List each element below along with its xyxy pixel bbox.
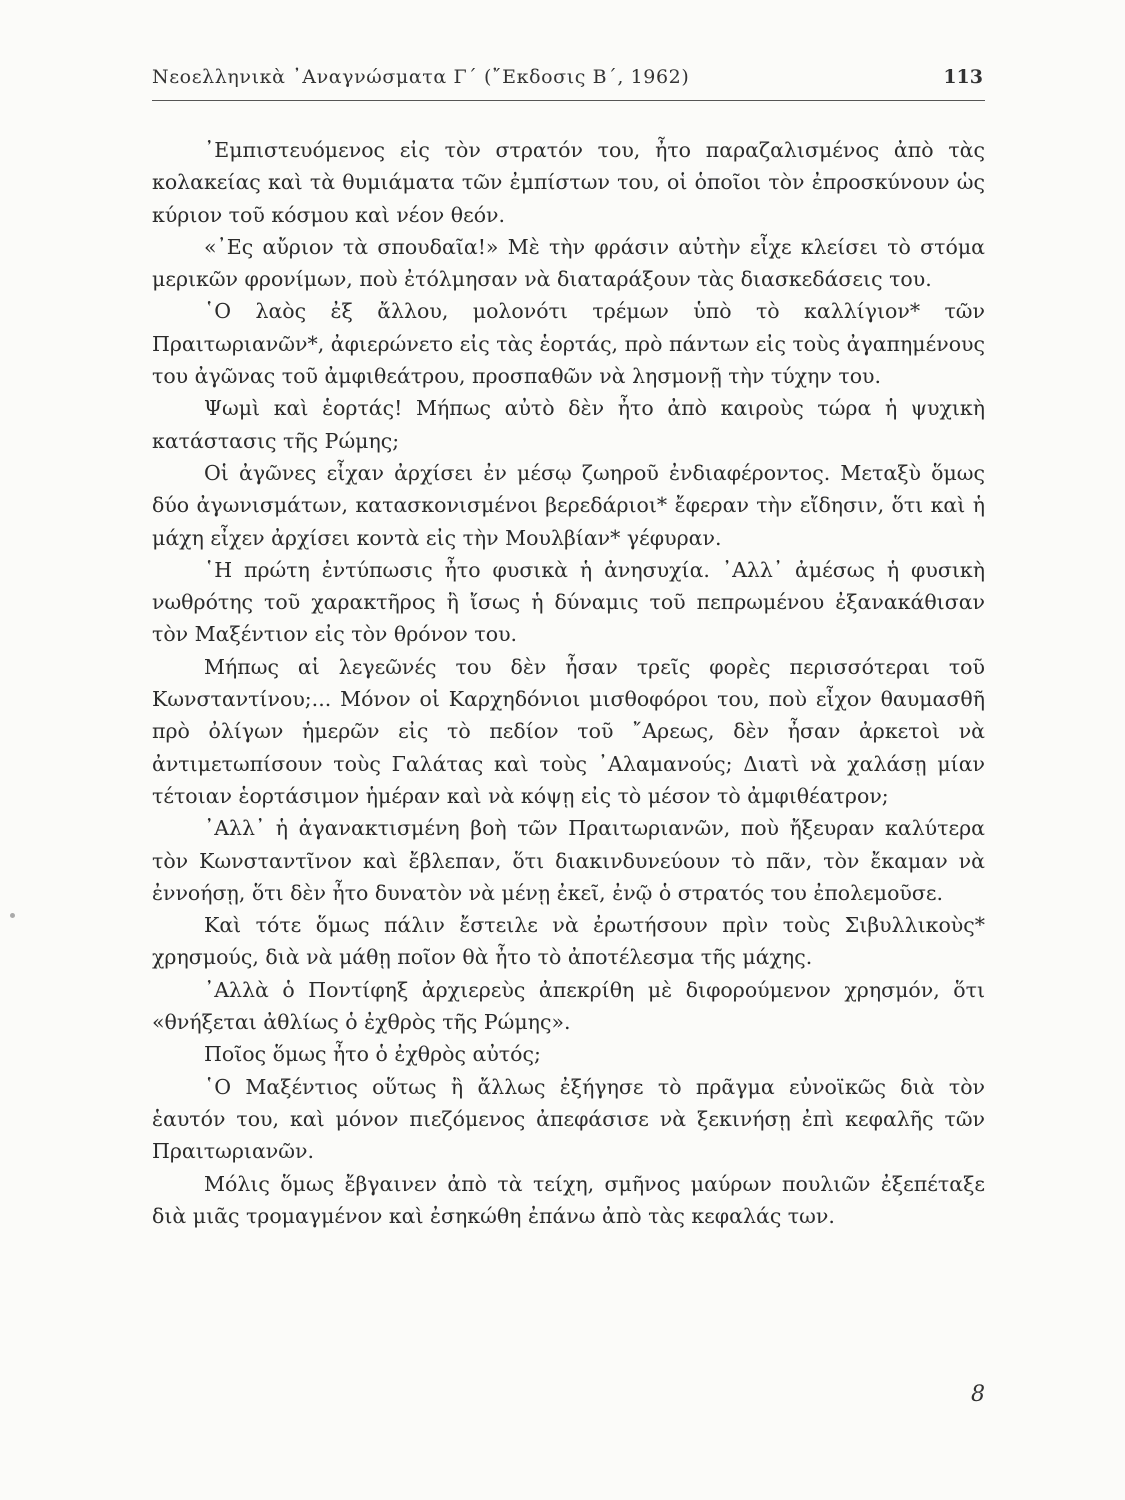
paragraph: Οἱ ἀγῶνες εἶχαν ἀρχίσει ἐν μέσῳ ζωηροῦ ἐνδιαφέροντος. Μεταξὺ ὅμως δύο ἀγωνισμάτων, κατασκονισμένοι βερεδάριοι* ἔφεραν τὴν εἴδησιν, ὅτι καὶ ἡ μάχη εἶχεν ἀρχίσει κοντὰ εἰς τὴν Μουλβίαν* γέφυραν. (152, 460, 985, 550)
paragraph: Καὶ τότε ὅμως πάλιν ἔστειλε νὰ ἐρωτήσουν πρὶν τοὺς Σιβυλλικοὺς* χρησμούς, διὰ νὰ μάθῃ ποῖον θὰ ἦτο τὸ ἀποτέλεσμα τῆς μάχης. (152, 913, 985, 970)
paragraph: ᾿Αλλὰ ὁ Ποντίφηξ ἀρχιερεὺς ἀπεκρίθη μὲ διφορούμενον χρησμόν, ὅτι «θνήξεται ἀθλίως ὁ ἐχθρὸς τῆς Ρώμης». (152, 977, 985, 1035)
paragraph: ῾Ο λαὸς ἐξ ἄλλου, μολονότι τρέμων ὑπὸ τὸ καλλίγιον* τῶν Πραιτωριανῶν*, ἀφιερώνετο εἰς τὰς ἑορτάς, πρὸ πάντων εἰς τοὺς ἀγαπημένους του ἀγῶνας τοῦ ἀμφιθεάτρου, προσπαθῶν νὰ λησμονῇ τὴν τύχην του. (152, 299, 985, 389)
paragraph: ᾿Αλλ᾿ ἡ ἀγανακτισμένη βοὴ τῶν Πραιτωριανῶν, ποὺ ἤξευραν καλύτερα τὸν Κωνσταντῖνον καὶ ἔβλεπαν, ὅτι διακινδυνεύουν τὸ πᾶν, τὸν ἔκαμαν νὰ ἐννοήσῃ, ὅτι δὲν ἦτο δυνατὸν νὰ μένῃ ἐκεῖ, ἐνῷ ὁ στρατός του ἐπολεμοῦσε. (152, 816, 985, 905)
paragraph: Μόλις ὅμως ἔβγαινεν ἀπὸ τὰ τείχη, σμῆνος μαύρων πουλιῶν ἐξεπέταξε διὰ μιᾶς τρομαγμένον καὶ ἐσηκώθη ἐπάνω ἀπὸ τὰς κεφαλάς των. (152, 1171, 985, 1228)
running-title: Νεοελληνικὰ ᾿Αναγνώσματα Γ΄ (῎Εκδοσις Β΄, 1962) (152, 66, 690, 88)
paragraph: Μήπως αἱ λεγεῶνές του δὲν ἦσαν τρεῖς φορὲς περισσότεραι τοῦ Κωνσταντίνου;... Μόνον οἱ Καρχηδόνιοι μισθοφόροι του, ποὺ εἶχον θαυμασθῆ πρὸ ὀλίγων ἡμερῶν εἰς τὸ πεδίον τοῦ ῎Αρεως, δὲν ἦσαν ἀρκετοὶ νὰ ἀντιμετωπίσουν τοὺς Γαλάτας καὶ τοὺς ᾿Αλαμανούς; Διατὶ νὰ χαλάσῃ μίαν τέτοιαν ἑορτάσιμον ἡμέραν καὶ νὰ κόψῃ εἰς τὸ μέσον τὸ ἀμφιθέατρον; (152, 654, 985, 808)
paragraph: Ψωμὶ καὶ ἑορτάς! Μήπως αὐτὸ δὲν ἦτο ἀπὸ καιροὺς τώρα ἡ ψυχικὴ κατάστασις τῆς Ρώμης; (152, 396, 985, 453)
paragraph: Ποῖος ὅμως ἦτο ὁ ἐχθρὸς αὐτός; (204, 1042, 541, 1067)
scan-speck (10, 913, 15, 918)
paragraph: ῾Η πρώτη ἐντύπωσις ἦτο φυσικὰ ἡ ἀνησυχία. ᾿Αλλ᾿ ἀμέσως ἡ φυσικὴ νωθρότης τοῦ χαρακτῆρος ἢ ἴσως ἡ δύναμις τοῦ πεπρωμένου ἐξανακάθισαν τὸν Μαξέντιον εἰς τὸν θρόνον του. (152, 557, 985, 647)
paragraph: ῾Ο Μαξέντιος οὕτως ἢ ἄλλως ἐξήγησε τὸ πρᾶγμα εὐνοϊκῶς διὰ τὸν ἑαυτόν του, καὶ μόνον πιεζόμενος ἀπεφάσισε νὰ ξεκινήσῃ ἐπὶ κεφαλῆς τῶν Πραιτωριανῶν. (152, 1074, 985, 1164)
page-number: 113 (943, 66, 983, 88)
paragraph: «᾿Ες αὔριον τὰ σπουδαῖα!» Μὲ τὴν φράσιν αὐτὴν εἶχε κλείσει τὸ στόμα μερικῶν φρονίμων, ποὺ ἐτόλμησαν νὰ διαταράξουν τὰς διασκεδάσεις του. (152, 234, 985, 292)
header-rule (152, 100, 985, 101)
printer-signature: 8 (971, 1382, 985, 1407)
running-header (152, 66, 985, 96)
body-text (152, 134, 985, 1232)
paragraph: ᾿Εμπιστευόμενος εἰς τὸν στρατόν του, ἦτο παραζαλισμένος ἀπὸ τὰς κολακείας καὶ τὰ θυμιάματα τῶν ἐμπίστων του, οἱ ὁποῖοι τὸν ἐπροσκύνουν ὡς κύριον τοῦ κόσμου καὶ νέον θεόν. (152, 138, 985, 227)
